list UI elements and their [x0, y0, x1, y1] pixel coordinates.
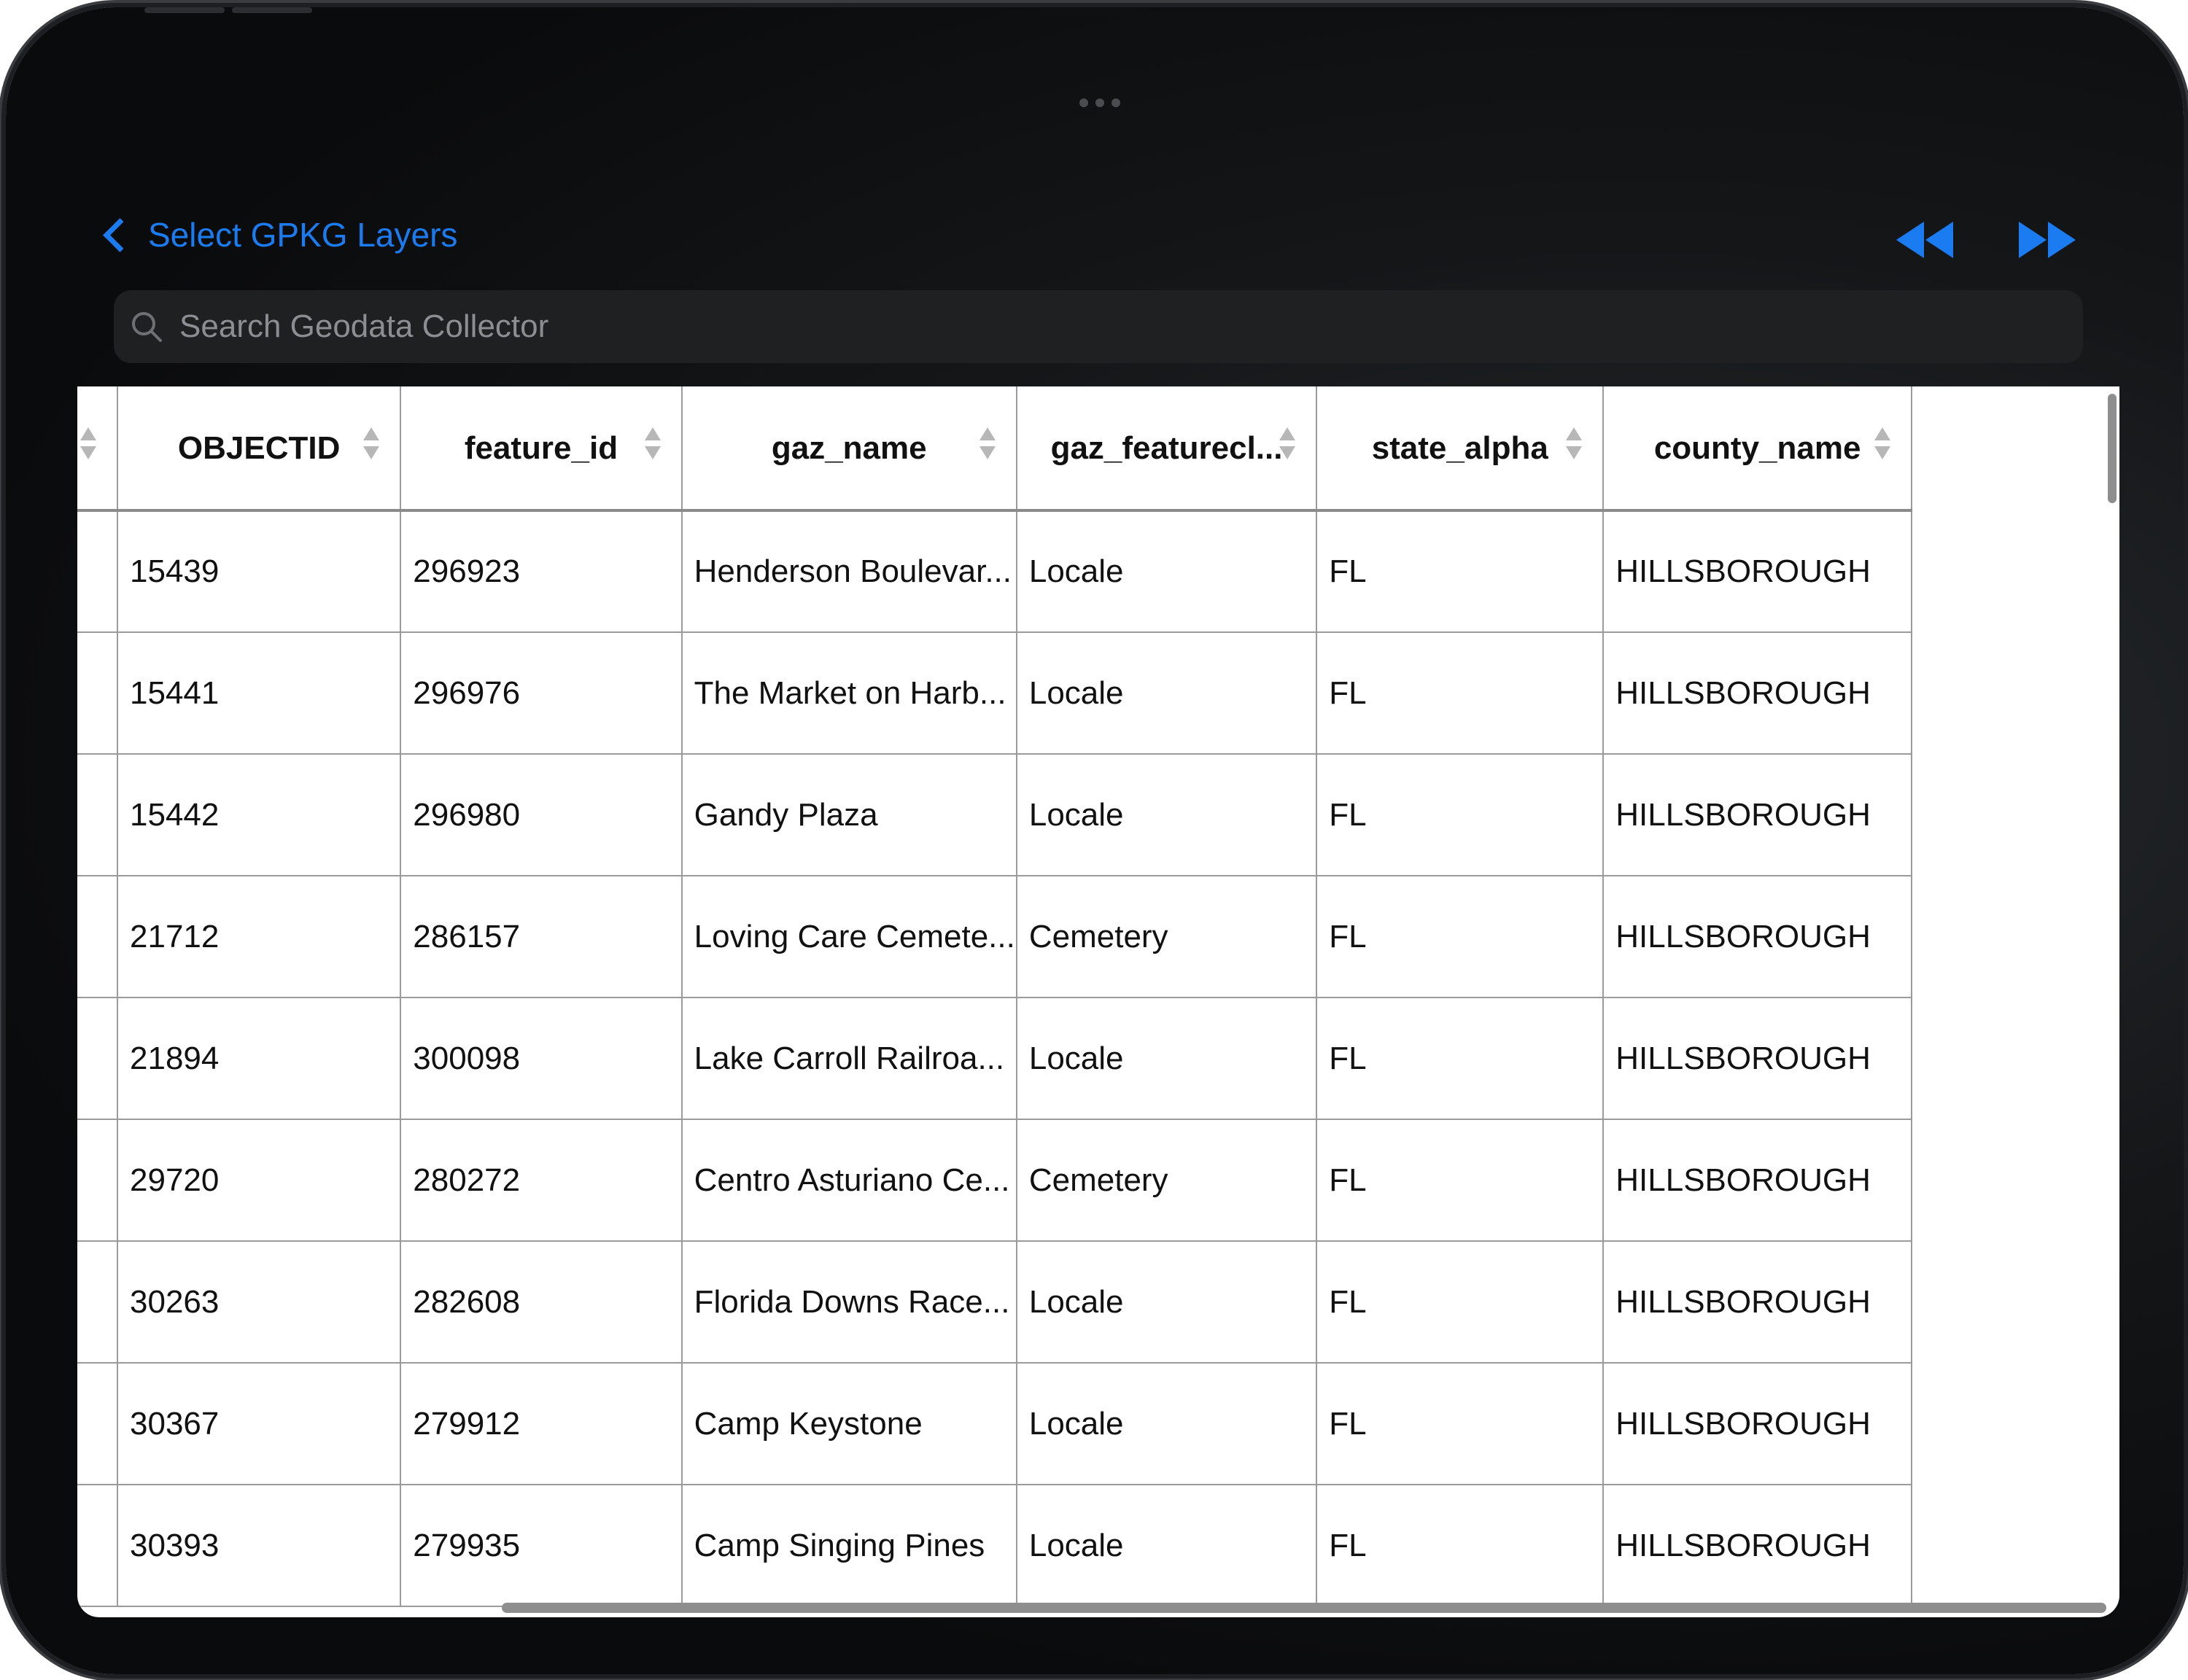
sort-icon[interactable] — [645, 427, 661, 459]
table-cell: Lake Carroll Railroa... — [682, 998, 1017, 1119]
sort-icon[interactable] — [1566, 427, 1582, 459]
back-button-label: Select GPKG Layers — [148, 216, 458, 254]
table-cell: HILLSBOROUGH — [1603, 510, 1912, 632]
table-cell: 21712 — [117, 876, 400, 998]
table-cell: HILLSBOROUGH — [1603, 632, 1912, 754]
table-cell: 286157 — [400, 876, 681, 998]
table-cell: FL — [1316, 754, 1603, 876]
table-cell: FL — [1316, 1485, 1603, 1606]
table-cell: 15439 — [117, 510, 400, 632]
table-cell: 30263 — [117, 1241, 400, 1363]
table-cell: Locale — [1017, 632, 1316, 754]
table-cell: Locale — [1017, 1241, 1316, 1363]
table-cell: HILLSBOROUGH — [1603, 1485, 1912, 1606]
back-button[interactable] — [101, 215, 457, 254]
table-cell — [77, 510, 117, 632]
table-cell: HILLSBOROUGH — [1603, 876, 1912, 998]
table-cell — [77, 1241, 117, 1363]
table-cell: 279912 — [400, 1363, 681, 1485]
table-cell: 21894 — [117, 998, 400, 1119]
sort-icon[interactable] — [979, 427, 996, 459]
table-cell — [77, 876, 117, 998]
table-cell — [77, 998, 117, 1119]
table-row[interactable] — [77, 1485, 1912, 1606]
table-cell: 296923 — [400, 510, 681, 632]
table-cell: FL — [1316, 1363, 1603, 1485]
column-header-state-alpha[interactable]: state_alpha — [1316, 386, 1603, 510]
table-cell: HILLSBOROUGH — [1603, 1363, 1912, 1485]
column-header-feature-id[interactable]: feature_id — [400, 386, 681, 510]
table-row[interactable] — [77, 754, 1912, 876]
table-header-row — [77, 386, 1912, 510]
tablet-frame — [6, 7, 2184, 1674]
table-cell: HILLSBOROUGH — [1603, 754, 1912, 876]
table-cell: 282608 — [400, 1241, 681, 1363]
column-header-objectid[interactable]: OBJECTID — [117, 386, 400, 510]
table-cell: Camp Singing Pines — [682, 1485, 1017, 1606]
table-cell: Florida Downs Race... — [682, 1241, 1017, 1363]
table-cell: Centro Asturiano Ce... — [682, 1119, 1017, 1241]
table-cell: Locale — [1017, 998, 1316, 1119]
data-table — [77, 386, 1912, 1607]
volume-button — [144, 7, 225, 13]
volume-button — [232, 7, 312, 13]
sort-icon[interactable] — [80, 427, 96, 459]
backward-icon — [1893, 219, 1955, 261]
search-bar[interactable] — [114, 290, 2083, 363]
table-row[interactable] — [77, 1363, 1912, 1485]
table-row[interactable] — [77, 510, 1912, 632]
table-cell: Henderson Boulevar... — [682, 510, 1017, 632]
attribute-table[interactable] — [77, 386, 2119, 1617]
table-row[interactable] — [77, 876, 1912, 998]
table-cell: 296976 — [400, 632, 681, 754]
forward-icon — [2017, 219, 2079, 261]
table-cell — [77, 1119, 117, 1241]
table-cell: HILLSBOROUGH — [1603, 998, 1912, 1119]
search-icon — [130, 310, 163, 343]
search-input[interactable] — [178, 308, 2004, 346]
table-cell — [77, 754, 117, 876]
table-cell: FL — [1316, 510, 1603, 632]
table-cell: 30367 — [117, 1363, 400, 1485]
multitasking-grabber[interactable] — [1076, 96, 1123, 109]
table-cell: FL — [1316, 876, 1603, 998]
table-row[interactable] — [77, 632, 1912, 754]
table-cell: 296980 — [400, 754, 681, 876]
table-cell: 279935 — [400, 1485, 681, 1606]
sort-icon[interactable] — [1874, 427, 1890, 459]
table-cell: HILLSBOROUGH — [1603, 1119, 1912, 1241]
table-cell: 29720 — [117, 1119, 400, 1241]
table-cell: Locale — [1017, 1485, 1316, 1606]
table-cell: HILLSBOROUGH — [1603, 1241, 1912, 1363]
horizontal-scrollbar[interactable] — [502, 1603, 2106, 1613]
table-cell: Loving Care Cemete... — [682, 876, 1017, 998]
table-row[interactable] — [77, 998, 1912, 1119]
table-cell: 30393 — [117, 1485, 400, 1606]
table-cell: Gandy Plaza — [682, 754, 1017, 876]
table-cell: FL — [1316, 1241, 1603, 1363]
page-forward-button[interactable] — [2017, 219, 2079, 261]
table-cell: 300098 — [400, 998, 681, 1119]
table-cell: The Market on Harb... — [682, 632, 1017, 754]
table-cell: Locale — [1017, 754, 1316, 876]
column-header-county-name[interactable]: county_name — [1603, 386, 1912, 510]
table-cell: FL — [1316, 998, 1603, 1119]
table-row[interactable] — [77, 1241, 1912, 1363]
column-header-gaz-name[interactable]: gaz_name — [682, 386, 1017, 510]
table-cell: 280272 — [400, 1119, 681, 1241]
table-cell: FL — [1316, 632, 1603, 754]
sort-icon[interactable] — [1279, 427, 1295, 459]
chevron-left-icon — [103, 218, 137, 252]
table-cell: Cemetery — [1017, 876, 1316, 998]
table-cell: FL — [1316, 1119, 1603, 1241]
table-cell — [77, 1363, 117, 1485]
table-cell: Camp Keystone — [682, 1363, 1017, 1485]
vertical-scrollbar[interactable] — [2108, 394, 2117, 503]
table-row[interactable] — [77, 1119, 1912, 1241]
column-header[interactable] — [77, 386, 117, 510]
table-cell — [77, 1485, 117, 1606]
page-back-button[interactable] — [1893, 219, 1955, 261]
table-cell: Cemetery — [1017, 1119, 1316, 1241]
column-header-gaz-featureclass[interactable]: gaz_featurecl... — [1017, 386, 1316, 510]
table-cell: Locale — [1017, 1363, 1316, 1485]
table-cell: 15442 — [117, 754, 400, 876]
table-cell — [77, 632, 117, 754]
sort-icon[interactable] — [363, 427, 379, 459]
table-cell: 15441 — [117, 632, 400, 754]
table-cell: Locale — [1017, 510, 1316, 632]
